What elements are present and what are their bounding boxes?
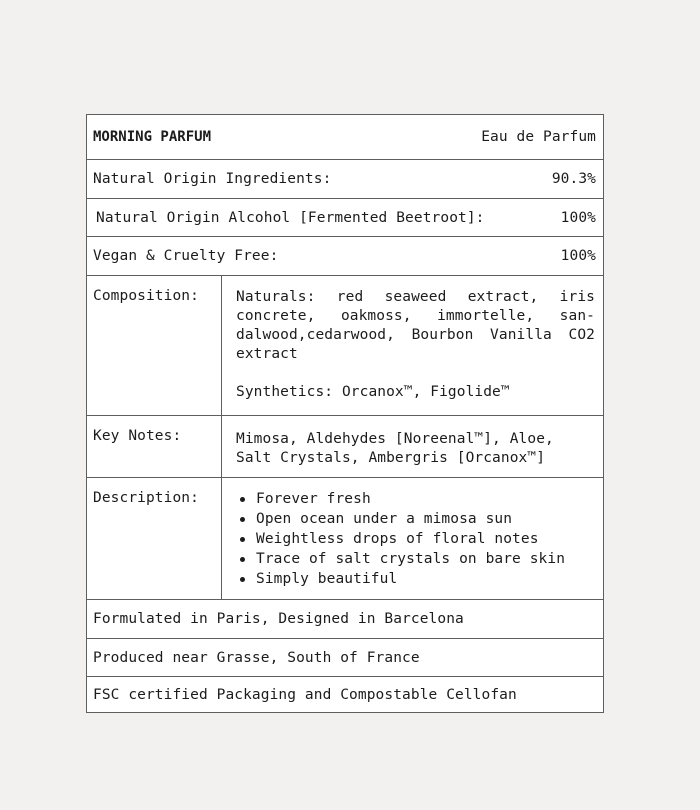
composition-row (87, 276, 603, 416)
composition-label: Composition: (87, 276, 222, 415)
list-item: Trace of salt crystals on bare skin (236, 549, 595, 569)
stat-value: 90.3% (551, 171, 596, 187)
list-item: Simply beautiful (236, 569, 595, 589)
list-item: Open ocean under a mimosa sun (236, 509, 595, 529)
footer-row-produced (87, 639, 603, 677)
composition-synthetics: Synthetics: Orcanox™, Figolide™ (236, 384, 510, 400)
footer-row-formulated (87, 600, 603, 639)
footer-text: Produced near Grasse, South of France (93, 649, 420, 666)
footer-row-packaging (87, 677, 603, 712)
list-item: Weightless drops of floral notes (236, 529, 595, 549)
description-row (87, 478, 603, 600)
footer-text: Formulated in Paris, Designed in Barcelona (93, 611, 464, 627)
description-list (236, 489, 595, 589)
key-notes-text: Mimosa, Aldehydes [Noreenal™], Aloe, Salt Crystals, Ambergris [Orcanox™] (236, 431, 554, 466)
description-label: Description: (87, 478, 222, 599)
product-info-table (86, 114, 604, 713)
stat-label: Natural Origin Alcohol [Fermented Beetroot]: (96, 209, 485, 226)
stat-label: Vegan & Cruelty Free: (93, 248, 279, 264)
footer-text: FSC certified Packaging and Compostable Cellofan (93, 686, 517, 703)
stat-row-natural-alcohol (87, 199, 603, 237)
product-type: Eau de Parfum (481, 129, 596, 145)
header-row (87, 115, 603, 160)
composition-naturals: Naturals: red seaweed extract, iris concrete, oakmoss, immortelle, san-dalwood,cedarwood, Bourbon Vanilla CO2 extract (236, 289, 595, 362)
stat-label: Natural Origin Ingredients: (93, 171, 332, 187)
stat-value: 100% (560, 248, 596, 264)
key-notes-label: Key Notes: (87, 416, 222, 477)
description-content (236, 489, 595, 589)
list-item: Forever fresh (236, 489, 595, 509)
key-notes-row (87, 416, 603, 478)
stat-value: 100% (560, 209, 596, 226)
product-title: MORNING PARFUM (93, 129, 212, 145)
stat-row-vegan (87, 237, 603, 276)
stat-row-natural-ingredients (87, 160, 603, 199)
composition-content (236, 288, 595, 402)
